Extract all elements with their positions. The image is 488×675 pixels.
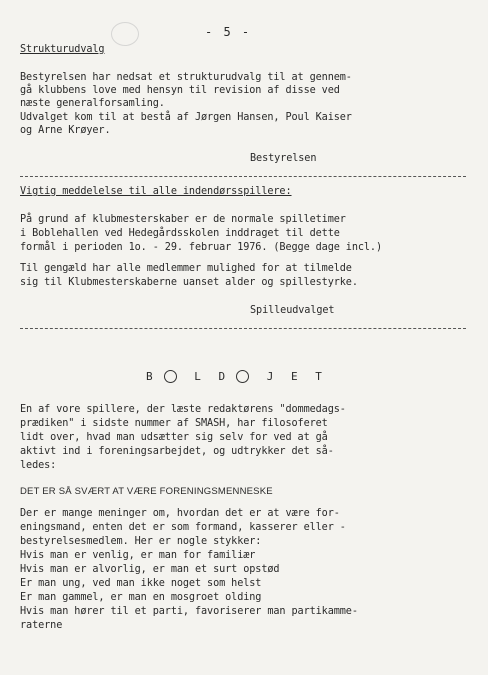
vigtig-line-3: formål i perioden 1o. - 29. februar 1976. (Begge dage incl.) — [20, 242, 383, 253]
vigtig-line-5: sig til Klubmesterskaberne uanset alder og spillestyrke. — [20, 277, 358, 288]
title-letter: B — [146, 370, 153, 383]
body-line-1: Der er mange meninger om, hvordan det er at være for- — [20, 508, 340, 519]
body-line-9: raterne — [20, 620, 63, 631]
vigtig-line-1: På grund af klubmesterskaber er de normale spilletimer — [20, 214, 346, 225]
intro-line-5: ledes: — [20, 460, 57, 471]
body-line-7: Er man gammel, er man en mosgroet olding — [20, 592, 262, 603]
struktur-line-5: og Arne Krøyer. — [20, 125, 111, 136]
strukturudvalg-heading: Strukturudvalg — [20, 44, 105, 55]
title-letter: D — [218, 370, 226, 383]
body-line-6: Er man ung, ved man ikke noget som helst — [20, 578, 262, 589]
page-number: - 5 - — [205, 25, 252, 39]
title-letter: L — [194, 370, 201, 383]
body-line-3: bestyrelsesmedlem. Her er nogle stykker: — [20, 536, 262, 547]
body-line-5: Hvis man er alvorlig, er man et surt opstød — [20, 564, 280, 575]
article-subheading: DET ER SÅ SVÆRT AT VÆRE FORENINGSMENNESKE — [20, 486, 273, 497]
body-line-8: Hvis man hører til et parti, favoriserer man partikamme- — [20, 606, 358, 617]
title-letter: E — [291, 370, 298, 383]
intro-line-4: aktivt ind i foreningsarbejdet, og udtrykker det så- — [20, 446, 334, 457]
punch-hole-mark — [111, 22, 139, 46]
struktur-line-4: Udvalget kom til at bestå af Jørgen Hansen, Poul Kaiser — [20, 112, 352, 123]
shuttlecock-o-icon — [236, 370, 249, 383]
intro-line-2: prædiken" i sidste nummer af SMASH, har filosoferet — [20, 418, 328, 429]
body-line-4: Hvis man er venlig, er man for familiær — [20, 550, 256, 561]
intro-line-1: En af vore spillere, der læste redaktørens "dommedags- — [20, 404, 346, 415]
divider — [20, 328, 466, 329]
title-letter: T — [315, 370, 322, 383]
struktur-line-1: Bestyrelsen har nedsat et strukturudvalg til at gennem- — [20, 72, 352, 83]
intro-line-3: lidt over, hvad man udsætter sig selv for ved at gå — [20, 432, 328, 443]
shuttlecock-o-icon — [164, 370, 177, 383]
struktur-signature: Bestyrelsen — [250, 153, 317, 164]
vigtig-signature: Spilleudvalget — [250, 305, 335, 316]
vigtig-heading: Vigtig meddelelse til alle indendørsspillere: — [20, 186, 292, 197]
vigtig-line-2: i Boblehallen ved Hedegårdsskolen inddraget til dette — [20, 228, 340, 239]
struktur-line-3: næste generalforsamling. — [20, 98, 165, 109]
body-line-2: eningsmand, enten det er som formand, kasserer eller - — [20, 522, 346, 533]
boldjet-title — [146, 370, 333, 384]
struktur-line-2: gå klubbens love med hensyn til revision af disse ved — [20, 85, 340, 96]
title-letter: J — [266, 370, 274, 383]
divider — [20, 176, 466, 177]
vigtig-line-4: Til gengæld har alle medlemmer mulighed for at tilmelde — [20, 263, 352, 274]
